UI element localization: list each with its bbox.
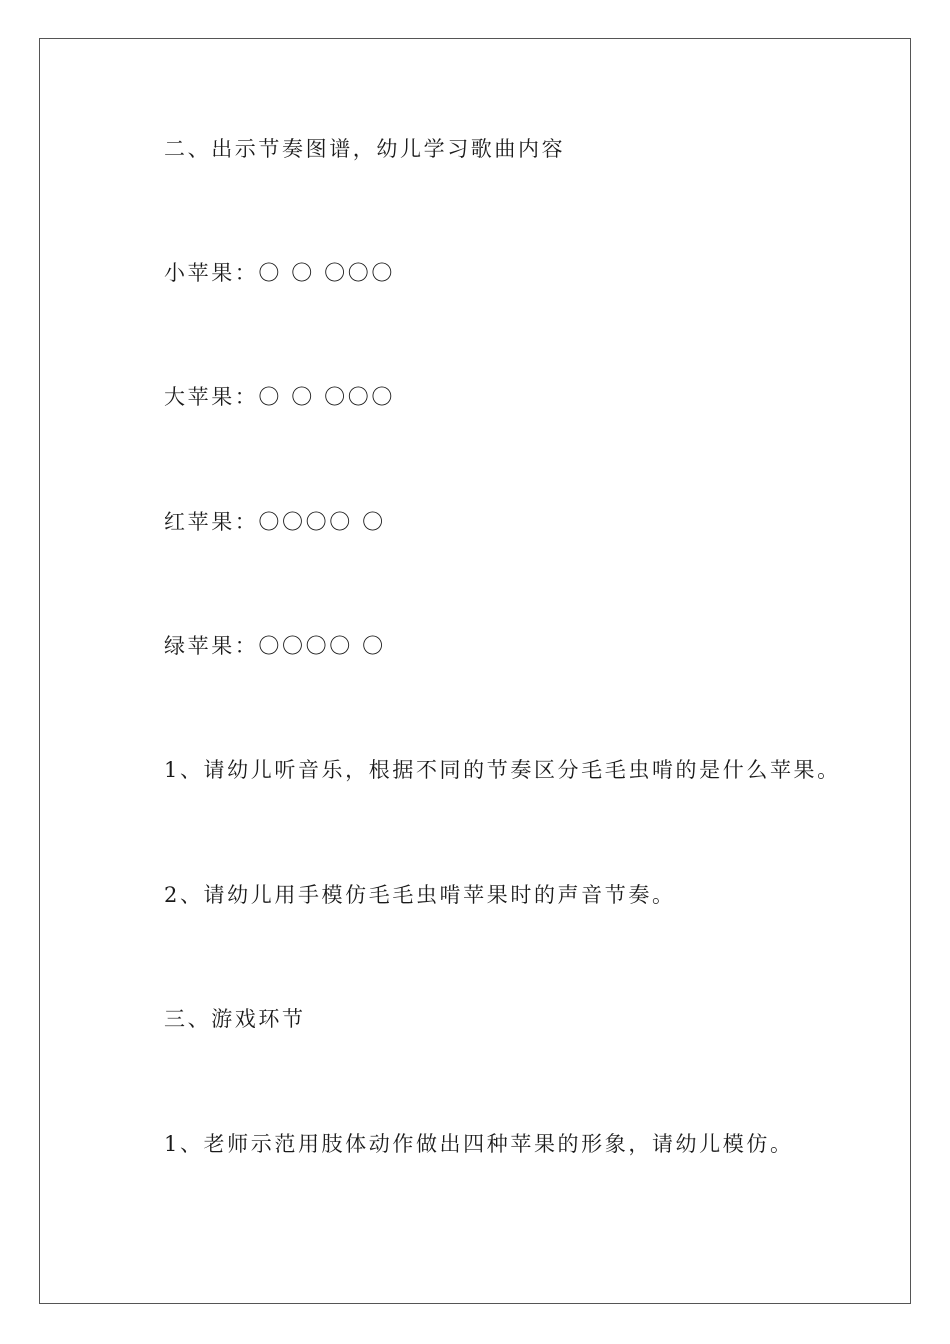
rhythm-line-red-apple: 红苹果：〇〇〇〇 〇 [164, 510, 386, 534]
rhythm-line-big-apple: 大苹果：〇 〇 〇〇〇 [164, 385, 395, 409]
rhythm-line-small-apple: 小苹果：〇 〇 〇〇〇 [164, 261, 395, 285]
rhythm-line-green-apple: 绿苹果：〇〇〇〇 〇 [164, 634, 386, 658]
instruction-item-2: 2、请幼儿用手模仿毛毛虫啃苹果时的声音节奏。 [164, 883, 676, 907]
page-border [39, 38, 911, 1304]
game-item-1: 1、老师示范用肢体动作做出四种苹果的形象，请幼儿模仿。 [164, 1132, 794, 1156]
section-heading-rhythm-chart: 二、出示节奏图谱，幼儿学习歌曲内容 [164, 137, 566, 161]
instruction-item-1: 1、请幼儿听音乐，根据不同的节奏区分毛毛虫啃的是什么苹果。 [164, 758, 841, 782]
section-heading-game: 三、游戏环节 [164, 1007, 306, 1031]
